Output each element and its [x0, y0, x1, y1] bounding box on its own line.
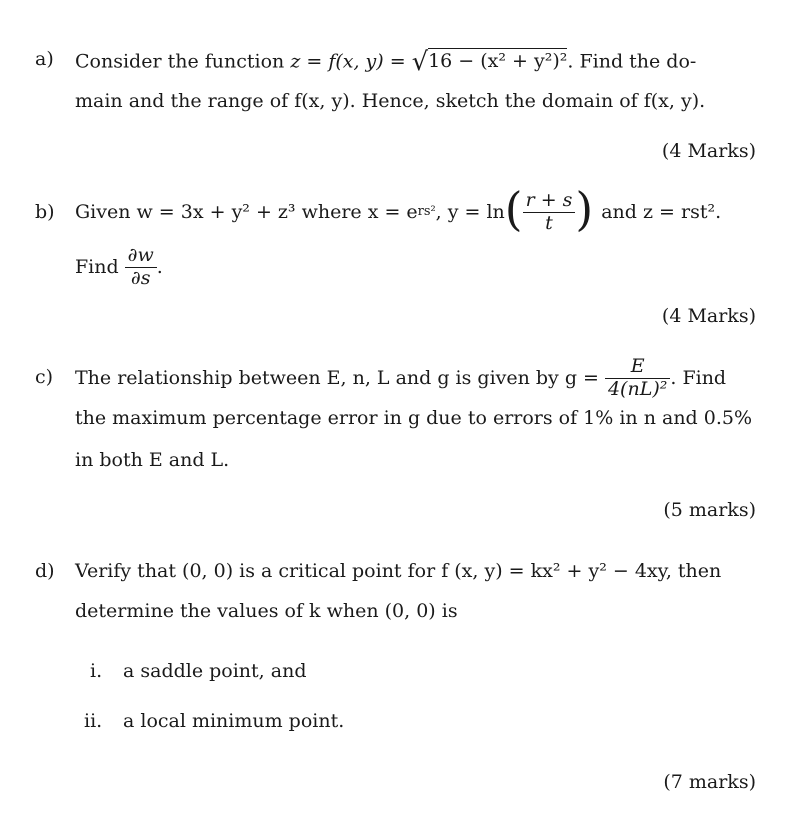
question-c-fraction-num: E — [605, 356, 670, 379]
question-c-fraction — [605, 356, 670, 401]
question-d-line2: determine the values of k when (0, 0) is — [75, 600, 458, 622]
question-d-item-i-text: a saddle point, and — [123, 660, 307, 682]
question-a-sqrt-body: 16 − (x² + y²)² — [428, 50, 568, 73]
partial-derivative-num: ∂w — [125, 245, 157, 268]
question-a-label: a) — [35, 48, 54, 70]
question-d-line1: Verify that (0, 0) is a critical point for f (x, y) = kx² + y² − 4xy, then — [75, 560, 722, 582]
sqrt-symbol: √ — [411, 47, 429, 77]
question-c-relationship: The relationship between E, n, L and g is given by g = — [75, 366, 599, 389]
question-d-item-ii-text: a local minimum point. — [123, 710, 345, 732]
question-b-label: b) — [35, 201, 55, 223]
question-c-line1 — [75, 346, 726, 410]
question-a-line1-end: . Find the do- — [567, 50, 697, 73]
question-b-period: . — [156, 255, 163, 278]
question-d-item-i-label: i. — [90, 660, 103, 682]
question-b-marks: (4 Marks) — [661, 305, 756, 327]
question-a-line1 — [75, 47, 697, 77]
question-a-line2: main and the range of f(x, y). Hence, sketch the domain of f(x, y). — [75, 90, 706, 112]
question-b-z-def: and z = rst². — [601, 200, 722, 223]
question-c-label: c) — [35, 366, 54, 388]
question-b-fraction-num: r + s — [523, 190, 576, 213]
question-d-item-ii-label: ii. — [84, 710, 103, 732]
question-a-marks: (4 Marks) — [661, 140, 756, 162]
question-b-given: Given w = 3x + y² + z³ where x = e — [75, 200, 418, 223]
partial-derivative-den: ∂s — [130, 266, 151, 289]
question-b-fraction — [523, 190, 576, 235]
question-c-marks: (5 marks) — [663, 499, 756, 521]
question-b-line2 — [75, 238, 163, 296]
question-b-fraction-den: t — [545, 211, 553, 234]
question-a-intro: Consider the function — [75, 50, 285, 73]
question-c-fraction-den: 4(nL)² — [607, 377, 668, 400]
question-d-label: d) — [35, 560, 55, 582]
question-c-line2: the maximum percentage error in g due to errors of 1% in n and 0.5% — [75, 407, 753, 429]
question-b-line1: Given w = 3x + y² + z³ where x = e rs² , y = ln ( $\frac{r + s}{t}$ ) and z = rst². — [75, 183, 722, 236]
partial-derivative — [125, 245, 157, 290]
question-c-find: . Find — [670, 366, 727, 389]
question-c-line3: in both E and L. — [75, 449, 230, 471]
question-a-function-lhs: z = f(x, y) = — [290, 50, 406, 73]
question-b-find: Find — [75, 255, 119, 278]
question-b-y-def: , y = ln — [435, 200, 505, 223]
question-d-marks: (7 marks) — [663, 771, 756, 793]
